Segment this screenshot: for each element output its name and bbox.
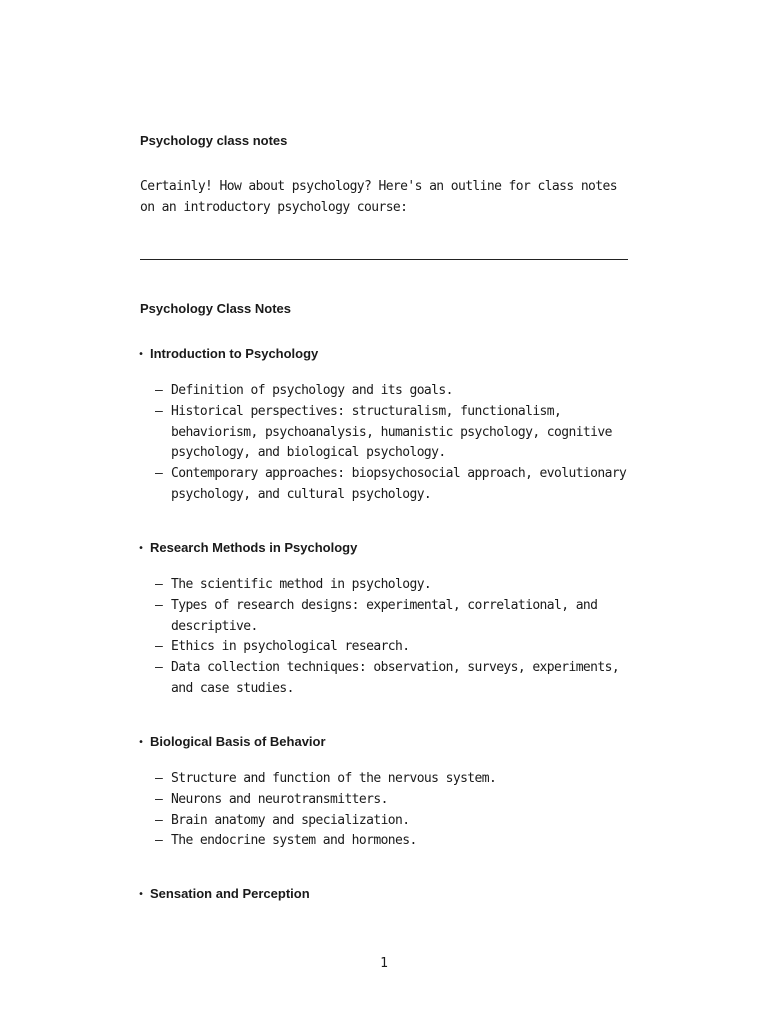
list-item: – Brain anatomy and specialization. xyxy=(140,811,628,832)
topic-label: Introduction to Psychology xyxy=(150,346,319,361)
bullet-icon: • xyxy=(138,889,145,900)
section-heading: Psychology Class Notes xyxy=(140,301,291,316)
list-item: – Historical perspectives: structuralism, functionalism, behaviorism, psychoanalysis, humanistic psychology, cognitive psychology, and biological psychology. xyxy=(155,403,612,461)
page-number: 1 xyxy=(380,956,388,971)
list-item: – Ethics in psychological research. xyxy=(140,637,628,658)
intro-paragraph: Certainly! How about psychology? Here's an outline for class notes on an introductory psychology course: xyxy=(140,179,617,215)
dash-icon: – xyxy=(155,403,163,419)
topic-label: Biological Basis of Behavior xyxy=(150,734,326,749)
list-item: – Definition of psychology and its goals. xyxy=(140,381,628,402)
dash-icon: – xyxy=(155,597,163,613)
list-item: – Neurons and neurotransmitters. xyxy=(140,790,628,811)
topic-label: Research Methods in Psychology xyxy=(150,540,358,555)
document-title: Psychology class notes xyxy=(140,133,288,148)
bullet-icon: • xyxy=(138,349,145,360)
bullet-icon: • xyxy=(138,543,145,554)
dash-icon: – xyxy=(155,466,163,482)
list-item: – Structure and function of the nervous system. xyxy=(140,769,628,790)
dash-icon: – xyxy=(155,383,163,398)
list-item: – The scientific method in psychology. xyxy=(140,575,628,596)
list-item: – Types of research designs: experimental, correlational, and descriptive. xyxy=(155,597,598,634)
dash-icon: – xyxy=(155,833,163,849)
dash-icon: – xyxy=(155,771,163,786)
dash-icon: – xyxy=(155,577,163,592)
list-item: – Contemporary approaches: biopsychosocial approach, evolutionary psychology, and cultural psychology. xyxy=(155,466,627,502)
bullet-icon: • xyxy=(138,737,145,748)
list-item: – Data collection techniques: observation, surveys, experiments, and case studies. xyxy=(155,660,620,696)
horizontal-rule xyxy=(140,259,628,260)
sub-item-list xyxy=(140,575,628,700)
list-item: – The endocrine system and hormones. xyxy=(140,831,628,852)
topic-introduction xyxy=(138,345,628,502)
topic-research-methods xyxy=(138,539,628,696)
dash-icon: – xyxy=(155,812,163,828)
topic-sensation-perception xyxy=(140,885,628,903)
sub-item-list xyxy=(140,381,628,506)
dash-icon: – xyxy=(155,639,163,655)
sub-item-list xyxy=(140,769,628,852)
dash-icon: – xyxy=(155,791,163,807)
dash-icon: – xyxy=(155,660,163,676)
topic-biological-basis xyxy=(138,733,628,849)
topic-label: Sensation and Perception xyxy=(150,886,310,901)
